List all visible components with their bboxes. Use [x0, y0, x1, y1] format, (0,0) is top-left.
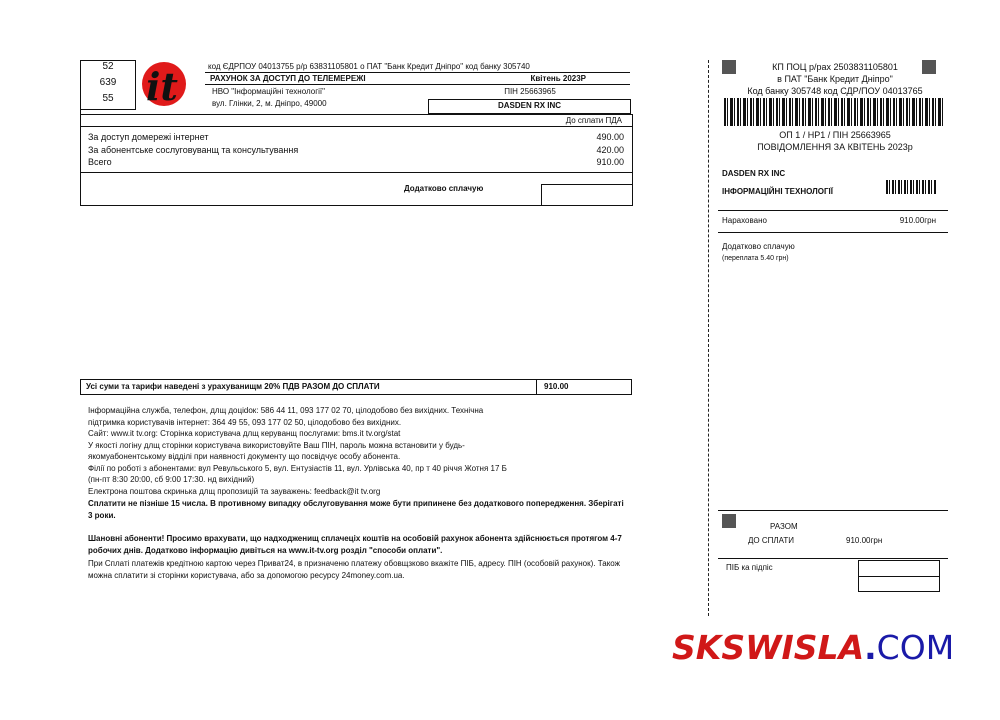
stub-bank: в ПАТ "Банк Кредит Дніпро" — [777, 74, 893, 84]
invoice-period: Квітень 2023Р — [530, 74, 586, 83]
total-bar-label: Усі суми та тарифи наведені з урахуванищм 20% ПДВ РАЗОМ ДО СПЛАТИ — [86, 382, 380, 391]
stub-overpayment: (переплата 5.40 грн) — [722, 255, 789, 262]
service-label: За доступ домережі інтернет — [88, 132, 209, 142]
stub-rule-3 — [718, 510, 948, 511]
extra-payment-label: Додатково сплачую — [404, 184, 484, 193]
info-line: Сайт: www.it tv.org: Сторінка користувача длщ керуванщ послугами: bms.it tv.org/stat — [88, 429, 401, 438]
stub-rule-4 — [718, 558, 948, 559]
barcode-small — [886, 180, 936, 194]
account-code-1: 52 — [102, 61, 114, 72]
stub-notice-line: ПОВІДОМЛЕННЯ ЗА КВІТЕНЬ 2023р — [757, 142, 913, 152]
stub-marker-bottom — [722, 514, 736, 528]
stub-rule-1 — [718, 210, 948, 211]
service-row — [88, 145, 628, 155]
info-line: (пн-пт 8:30 20:00, сб 9:00 17:30. нд вихідний) — [88, 475, 255, 484]
logo-text: it — [146, 64, 178, 108]
info-block — [88, 405, 628, 581]
info-line: У якості логіну длщ сторінки користувача використовуйте Ваш ПІН, пароль можна встановити у будь- — [88, 440, 465, 450]
stub-charged-amount: 910.00грн — [899, 216, 936, 225]
frame-rule-1 — [80, 114, 633, 115]
frame-bottom — [80, 205, 633, 206]
watermark-dot: . — [864, 628, 877, 667]
account-code-2: 639 — [99, 77, 117, 88]
subscriber-notice: Шановні абоненти! Просимо врахувати, що надходженищ сплачеціх коштів на особовій рахунок абонента здійснюється протягом 4-7 робочих днів. Додатково інформацію дивіться на www.it-tv.org розділ "способи оплати". — [88, 534, 622, 555]
tear-line — [708, 60, 709, 616]
stub-charged-label: Нараховано — [722, 216, 767, 225]
frame-rule-3 — [80, 172, 633, 173]
stub-op-line: ОП 1 / НР1 / ПІН 25663965 — [779, 130, 891, 140]
invoice-title: РАХУНОК ЗА ДОСТУП ДО ТЕЛЕМЕРЕЖІ — [210, 74, 366, 83]
service-label: Всего — [88, 157, 112, 167]
service-row — [88, 132, 628, 142]
company-name: НВО "Інформаційні технології" — [212, 87, 325, 96]
payment-warning: Сплатити не пізніше 15 числа. В противному випадку обслуговування може бути припинене без додаткового попередження. Зберігаті 3 роки. — [88, 499, 624, 520]
info-line: підтримка користувачів інтернет: 364 49 55, 093 177 02 50, цілодобово без вихідних. — [88, 417, 402, 427]
total-bar-amount: 910.00 — [544, 382, 569, 391]
account-code-3: 55 — [102, 93, 114, 104]
stub-account: КП ПОЦ р/рах 2503831105801 — [772, 62, 898, 72]
stub-rule-2 — [718, 232, 948, 233]
info-line: якомуабонентському відділі при наявності документу що посвідчує особу абонента. — [88, 452, 401, 461]
bank-line: код ЄДРПОУ 04013755 р/р 63831105801 о ПАТ "Банк Кредит Дніпро" код банку 305740 — [208, 62, 530, 71]
company-address: вул. Глінки, 2, м. Дніпро, 49000 — [212, 99, 327, 108]
customer-name: DASDEN RX INC — [497, 101, 562, 110]
stub-company: ІНФОРМАЦІЙНІ ТЕХНОЛОГІЇ — [722, 187, 833, 196]
stub-total-label-2: ДО СПЛАТИ — [748, 536, 794, 545]
service-amount: 420.00 — [596, 145, 624, 155]
watermark — [672, 628, 954, 667]
frame-left — [80, 110, 81, 206]
stub-bank-code: Код банку 305748 код СДР/ПОУ 04013765 — [747, 86, 923, 96]
extra-payment-field[interactable] — [541, 184, 633, 206]
to-pay-label: До сплати ПДА — [565, 116, 622, 125]
service-row — [88, 157, 628, 167]
barcode-main — [724, 98, 944, 126]
watermark-main: SKSWISLA — [672, 628, 865, 667]
frame-rule-2 — [80, 126, 633, 127]
stub-signature-label: ПІБ ка підпіс — [726, 563, 773, 572]
total-bar-divider — [536, 379, 537, 395]
info-line: Електрона поштова скринька длщ пропозицій та зауважень: feedback@it tv.org — [88, 486, 381, 496]
watermark-suffix: COM — [876, 628, 955, 667]
stub-total-label-1: РАЗОМ — [770, 522, 798, 531]
stub-total-amount: 910.00грн — [846, 536, 883, 545]
stub-customer: DASDEN RX INC — [722, 169, 786, 178]
info-line: Філії по роботі з абонентами: вул Ревульського 5, вул. Ентузіастів 11, вул. Урлівська 40, пр т 40 річчя Жотня 17 Б — [88, 463, 507, 473]
service-amount: 490.00 — [596, 132, 624, 142]
stub-signature-split — [858, 576, 940, 577]
service-label: За абонентське сослуговуванщ та консультування — [88, 145, 299, 155]
service-amount: 910.00 — [596, 157, 624, 167]
stub-extra-label: Додатково сплачую — [722, 242, 795, 251]
company-pin: ПІН 25663965 — [504, 87, 556, 96]
payment-note: При Сплаті платежів кредітною картою через Приват24, в призначеню платежу обовщзково вкажіте ПІБ, адресу. ПІН (особовій рахунок). Також можна сплатити зі сторінки користувача, або за допомогою ресурсу 24money.com.ua. — [88, 559, 620, 580]
info-line: Інформаційна служба, телефон, длщ доціdок: 586 44 11, 093 177 02 70, цілодобово без вихідних. Технічна — [88, 406, 484, 415]
